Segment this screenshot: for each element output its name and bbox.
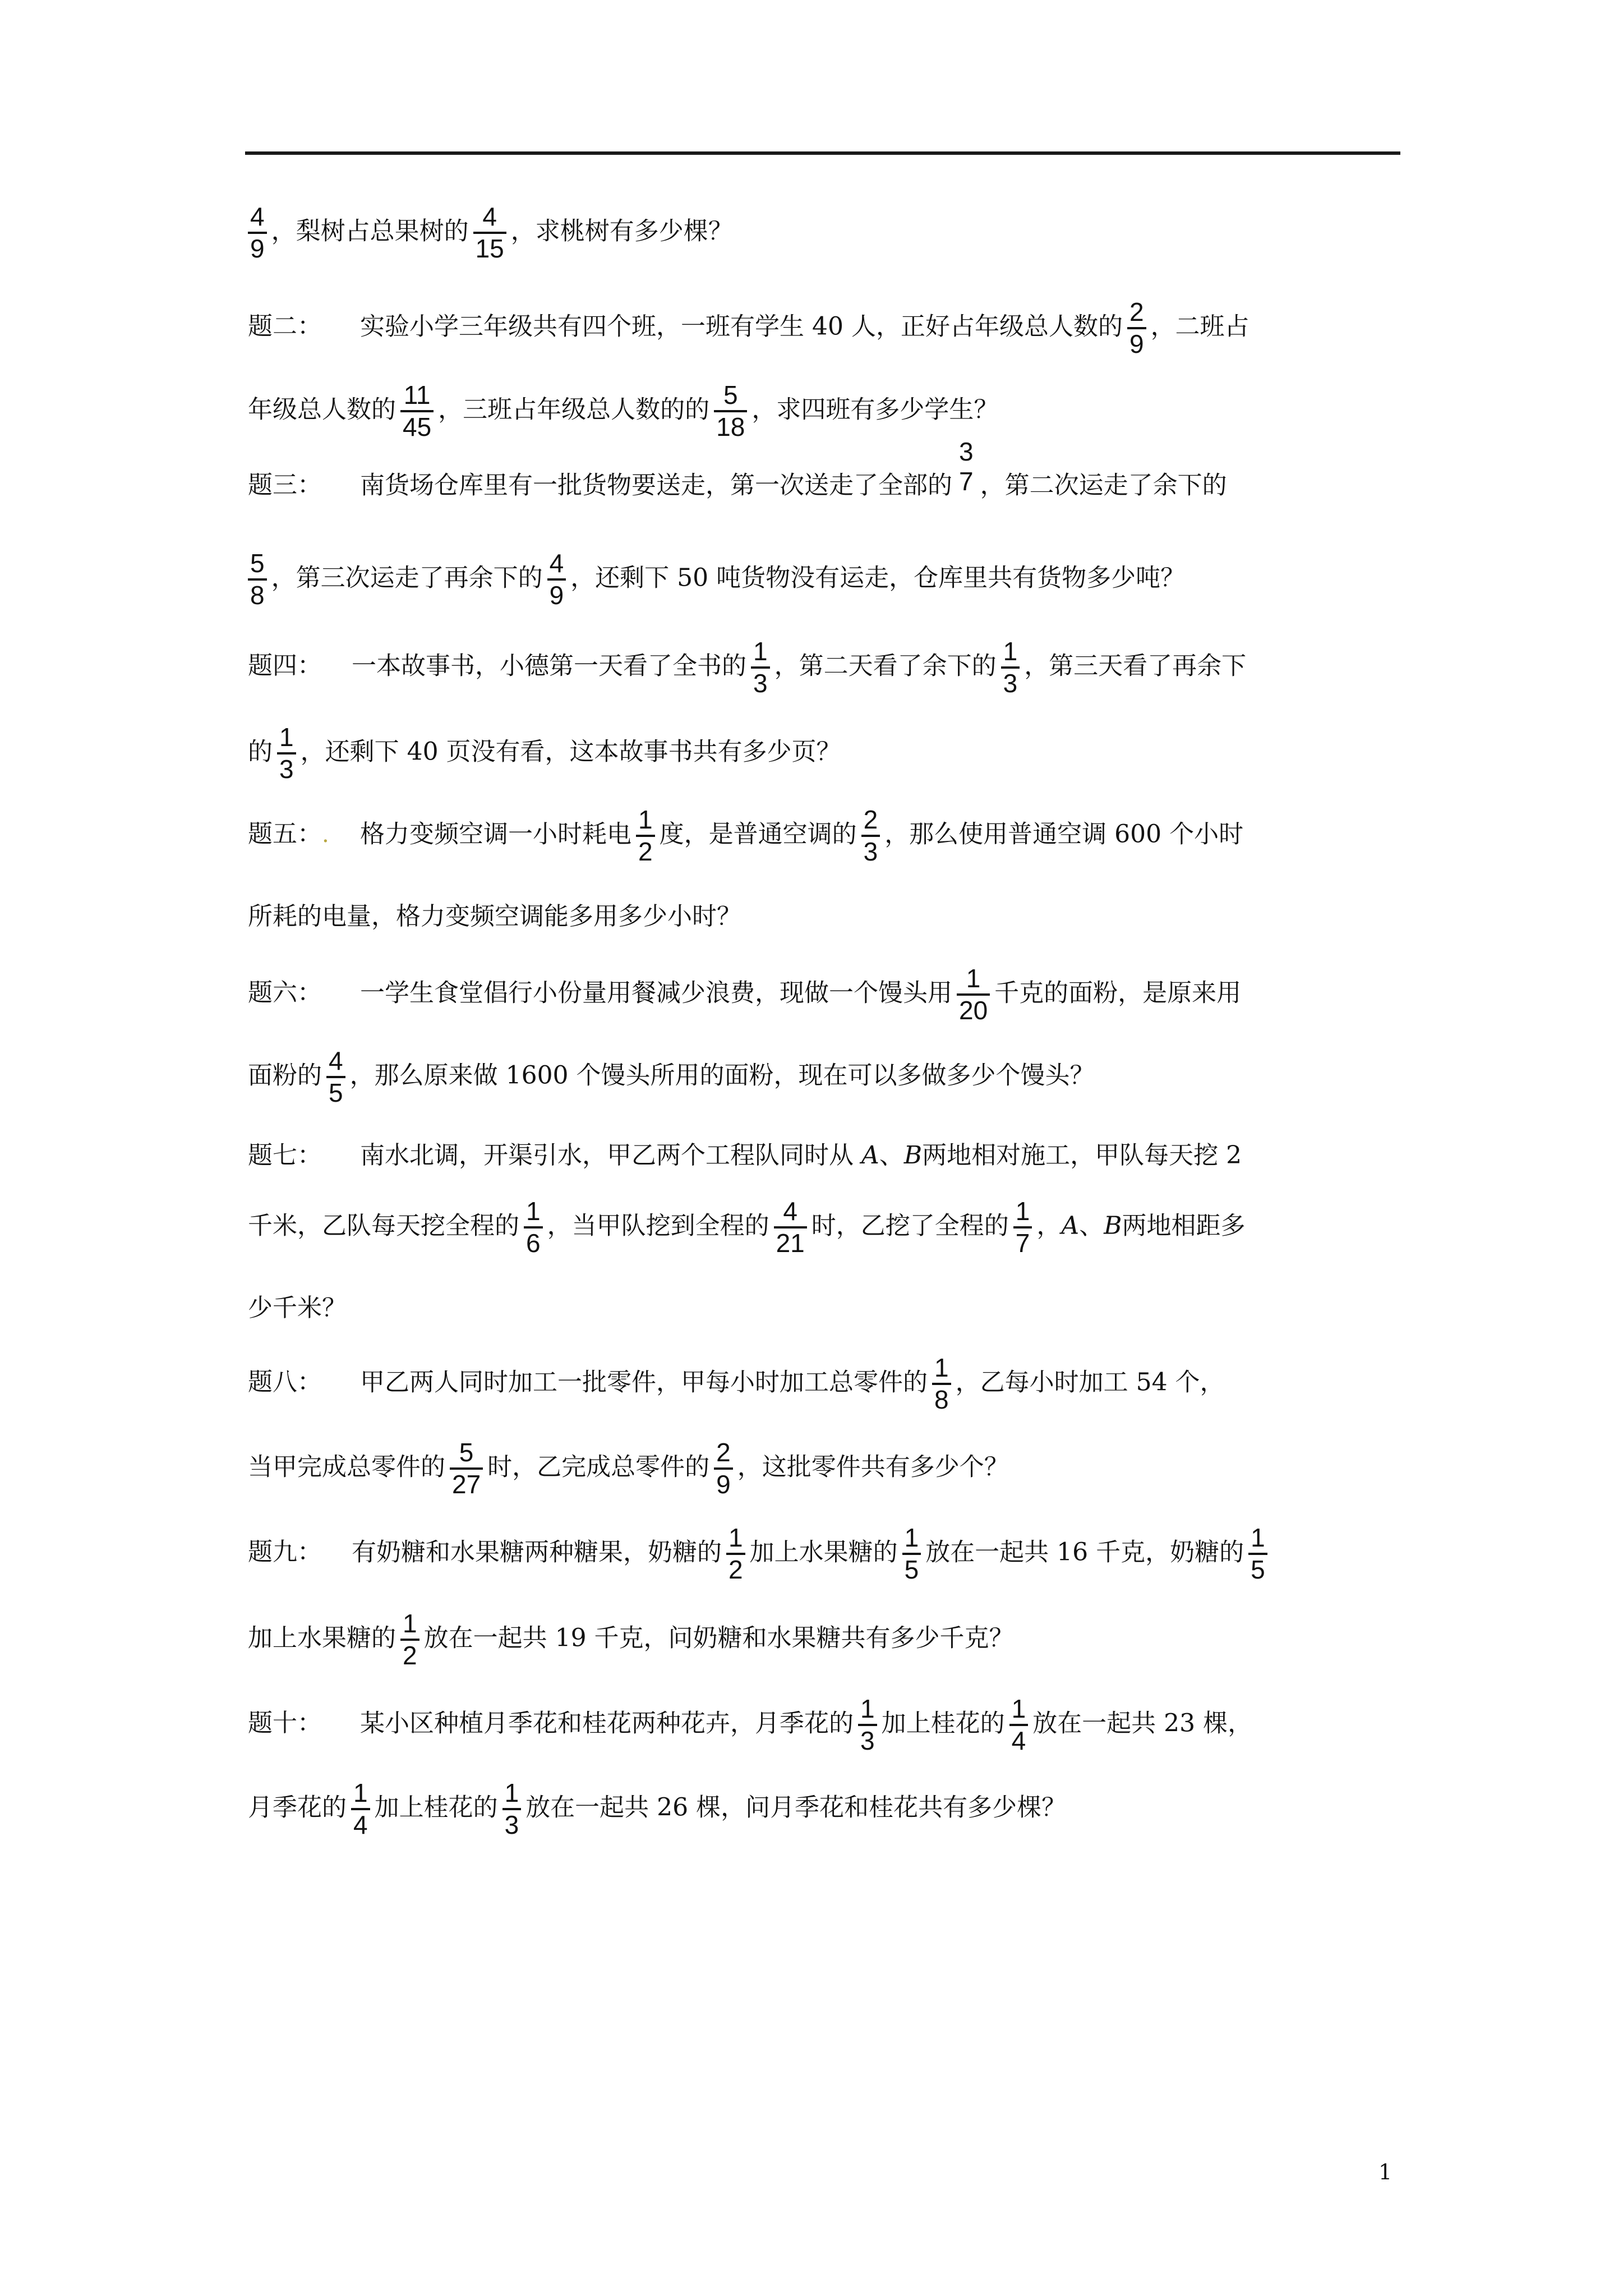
question-5-cont: 所耗的电量，格力变频空调能多用多少小时？ [248, 902, 741, 931]
question-label: 题七： [248, 1141, 322, 1170]
question-6-cont: 面粉的 $\frac{4}{5}$ ，那么原来做 1600 个馒头所用的面粉，现在可以多做多少个馒头？ [248, 1046, 1095, 1107]
question-label: 题九： [248, 1538, 322, 1567]
header-rule [245, 151, 1400, 155]
page-number: 1 [1378, 2160, 1393, 2184]
question-7-cont: 千米，乙队每天挖全程的 $\frac{1}{6}$ ，当甲队挖到全程的 $\frac{4}{21}$ 时，乙挖了全程的 $\frac{1}{7}$ ，A、B两地相距多 [248, 1197, 1246, 1258]
fraction: $\frac{1}{3}$ [277, 723, 296, 784]
fraction: $\frac{4}{15}$ [473, 202, 506, 264]
fraction: $\frac{1}{3}$ [502, 1778, 522, 1840]
fraction: $\frac{1}{3}$ [751, 637, 770, 698]
question-7: 题七： 南水北调，开渠引水，甲乙两个工程队同时从 A、B两地相对施工，甲队每天挖 2 [248, 1141, 1242, 1170]
fraction: 3 7 [959, 437, 974, 496]
question-label: 题八： [248, 1368, 322, 1397]
question-8-cont: 当甲完成总零件的 $\frac{5}{27}$ 时，乙完成总零件的 $\frac{2}{9}$ ，这批零件共有多少个？ [248, 1438, 1009, 1499]
fraction: $\frac{4}{5}$ [326, 1046, 345, 1108]
question-4: 题四： 一本故事书，小德第一天看了全书的 $\frac{1}{3}$ ，第二天看了余下的 $\frac{1}{3}$ ，第三天看了再余下 [248, 637, 1247, 698]
fraction: $\frac{4}{9}$ [547, 549, 566, 610]
fraction: $\frac{5}{18}$ [714, 380, 747, 442]
fraction: $\frac{1}{5}$ [1248, 1523, 1267, 1585]
fraction: $\frac{11}{45}$ [400, 380, 434, 442]
fraction: $\frac{1}{2}$ [400, 1609, 419, 1671]
question-label: 题六： [248, 978, 322, 1007]
fraction: $\frac{1}{3}$ [1001, 637, 1020, 698]
fraction: $\frac{1}{4}$ [351, 1778, 370, 1840]
question-8: 题八： 甲乙两人同时加工一批零件，甲每小时加工总零件的 $\frac{1}{8}$ ，乙每小时加工 54 个， [248, 1353, 1225, 1414]
question-10-cont: 月季花的 $\frac{1}{4}$ 加上桂花的 $\frac{1}{3}$ 放在一起共 26 棵，问月季花和桂花共有多少棵？ [248, 1778, 1067, 1839]
fraction: $\frac{1}{3}$ [858, 1694, 877, 1756]
fraction: $\frac{1}{2}$ [636, 805, 655, 867]
question-3-cont: $\frac{5}{8}$ ，第三次运走了再余下的 $\frac{4}{9}$ ，还剩下 50 吨货物没有运走，仓库里共有货物多少吨？ [248, 549, 1403, 610]
fraction: $\frac{1}{4}$ [1009, 1694, 1029, 1756]
fraction: $\frac{5}{8}$ [248, 549, 267, 610]
question-7-cont2: 少千米？ [248, 1294, 347, 1322]
question-label: 题四： [248, 651, 322, 680]
fraction: $\frac{1}{5}$ [902, 1523, 921, 1585]
fraction: $\frac{5}{27}$ [450, 1438, 483, 1499]
fraction: $\frac{1}{7}$ [1013, 1197, 1032, 1258]
fraction: $\frac{2}{3}$ [861, 805, 880, 867]
question-4-cont: 的 $\frac{1}{3}$ ，还剩下 40 页没有看，这本故事书共有多少页？ [248, 723, 841, 784]
question-1-tail: $\frac{4}{9}$ ，梨树占总果树的 $\frac{4}{15}$ ，求桃树有多少棵？ [248, 202, 1403, 264]
fraction: $\frac{1}{2}$ [726, 1523, 745, 1585]
question-3: 题三： 南货场仓库里有一批货物要送走，第一次送走了全部的 3 7 ，第二次运走了余下的 [248, 437, 1227, 500]
fraction: $\frac{2}{9}$ [714, 1438, 733, 1499]
question-10: 题十： 某小区种植月季花和桂花两种花卉，月季花的 $\frac{1}{3}$ 加上桂花的 $\frac{1}{4}$ 放在一起共 23 棵， [248, 1694, 1253, 1755]
fraction: $\frac{4}{9}$ [248, 202, 267, 264]
question-2: 题二： 实验小学三年级共有四个班，一班有学生 40 人，正好占年级总人数的 $\frac{2}{9}$ ，二班占 [248, 297, 1249, 358]
question-label: 题五：. [248, 820, 329, 849]
question-label: 题三： [248, 471, 322, 500]
fraction: $\frac{1}{8}$ [932, 1353, 951, 1415]
question-6: 题六： 一学生食堂倡行小份量用餐减少浪费，现做一个馒头用 $\frac{1}{20}$ 千克的面粉，是原来用 [248, 964, 1242, 1025]
fraction: $\frac{1}{20}$ [957, 964, 990, 1025]
question-9: 题九： 有奶糖和水果糖两种糖果，奶糖的 $\frac{1}{2}$ 加上水果糖的 $\frac{1}{5}$ 放在一起共 16 千克，奶糖的 $\frac{1}{5}$ [248, 1523, 1403, 1585]
fraction: $\frac{2}{9}$ [1127, 297, 1146, 359]
question-9-cont: 加上水果糖的 $\frac{1}{2}$ 放在一起共 19 千克，问奶糖和水果糖共有多少千克？ [248, 1609, 1014, 1670]
fraction: $\frac{4}{21}$ [774, 1197, 807, 1258]
question-5: 题五：. 格力变频空调一小时耗电 $\frac{1}{2}$ 度，是普通空调的 $\frac{2}{3}$ ，那么使用普通空调 600 个小时 [248, 805, 1244, 866]
question-label: 题十： [248, 1709, 322, 1738]
question-label: 题二： [248, 312, 322, 341]
question-2-cont: 年级总人数的 $\frac{11}{45}$ ，三班占年级总人数的的 $\frac{5}{18}$ ，求四班有多少学生？ [248, 380, 999, 441]
fraction: $\frac{1}{6}$ [524, 1197, 543, 1258]
